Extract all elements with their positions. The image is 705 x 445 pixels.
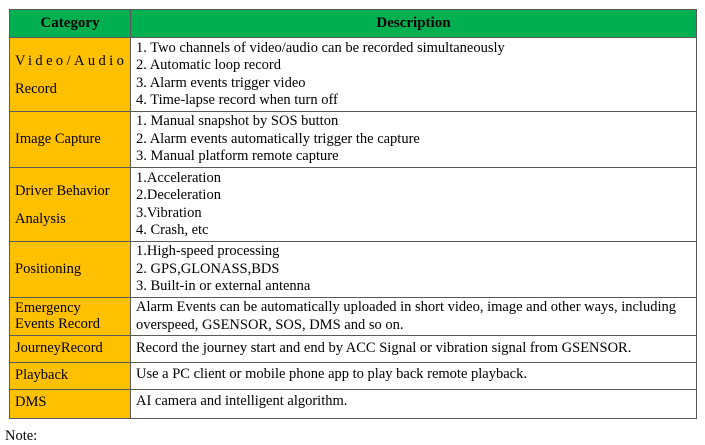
- category-cell: [10, 336, 131, 363]
- description-line: Use a PC client or mobile phone app to play back remote playback.: [136, 366, 527, 382]
- description-line: 2. Alarm events automatically trigger the capture: [136, 130, 420, 147]
- category-label: Image Capture: [15, 131, 101, 147]
- description-line: 3. Manual platform remote capture: [136, 148, 339, 165]
- note-label: Note:: [5, 428, 38, 444]
- table-row: [10, 336, 697, 363]
- description-line: Record the journey start and end by ACC Signal or vibration signal from GSENSOR.: [136, 340, 632, 357]
- category-cell: [10, 390, 131, 419]
- description-cell: [131, 168, 697, 242]
- category-cell: [10, 168, 131, 242]
- description-cell: [131, 38, 697, 112]
- description-line: 2. GPS,GLONASS,BDS: [136, 260, 280, 277]
- category-label: Analysis: [15, 210, 66, 227]
- category-label: Positioning: [15, 261, 82, 277]
- category-label: Video/Audio: [15, 52, 128, 69]
- description-line: 2.Deceleration: [136, 187, 221, 203]
- table-row: [10, 242, 697, 298]
- description-line: AI camera and intelligent algorithm.: [136, 393, 348, 409]
- description-text: Alarm Events can be automatically uploaded in short video, image and other ways, including overspeed, GSENSOR, SOS, DMS and so on.: [136, 299, 676, 333]
- description-cell: [131, 112, 697, 168]
- category-label: Record: [15, 80, 57, 97]
- description-line: 1.High-speed processing: [136, 243, 280, 260]
- category-label: JourneyRecord: [15, 340, 103, 356]
- table-row: [10, 38, 697, 112]
- category-label: Playback: [15, 367, 69, 383]
- description-cell: [131, 363, 697, 390]
- table-row: [10, 390, 697, 419]
- category-cell: [10, 298, 131, 336]
- description-line: 3. Alarm events trigger video: [136, 74, 306, 91]
- description-header: Description: [131, 10, 697, 38]
- table-row: [10, 168, 697, 242]
- description-line: 1. Two channels of video/audio can be recorded simultaneously: [136, 39, 505, 56]
- category-label: Events Record: [15, 315, 100, 332]
- table-row: [10, 298, 697, 336]
- description-line: 3.Vibration: [136, 204, 202, 221]
- header-row: [10, 10, 697, 38]
- feature-table: [9, 9, 697, 419]
- description-line: 1.Acceleration: [136, 169, 221, 186]
- description-cell: [131, 298, 697, 336]
- table-row: [10, 112, 697, 168]
- description-line: 4. Time-lapse record when turn off: [136, 92, 338, 108]
- description-cell: [131, 242, 697, 298]
- category-cell: [10, 363, 131, 390]
- category-cell: [10, 242, 131, 298]
- description-line: 2. Automatic loop record: [136, 57, 281, 73]
- description-cell: [131, 390, 697, 419]
- category-label: Emergency: [15, 300, 81, 316]
- description-line: 1. Manual snapshot by SOS button: [136, 113, 339, 130]
- category-header: Category: [10, 10, 131, 38]
- description-line: 4. Crash, etc: [136, 222, 209, 238]
- table-row: [10, 363, 697, 390]
- category-cell: [10, 112, 131, 168]
- category-label: DMS: [15, 394, 47, 410]
- category-cell: [10, 38, 131, 112]
- description-line: 3. Built-in or external antenna: [136, 278, 311, 295]
- description-cell: [131, 336, 697, 363]
- category-label: Driver Behavior: [15, 182, 110, 199]
